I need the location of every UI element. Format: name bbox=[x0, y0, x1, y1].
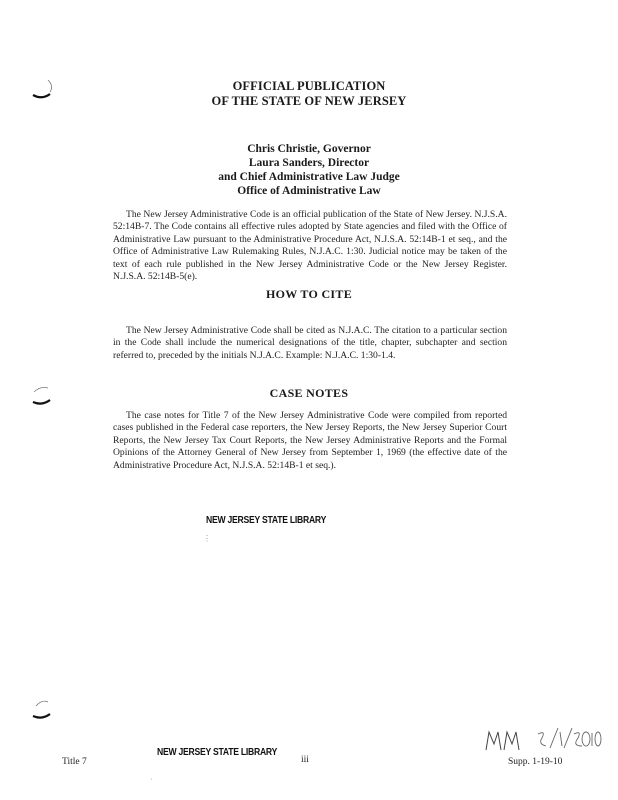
footer-supplement: Supp. 1-19-10 bbox=[508, 757, 563, 767]
publication-title-line-2: OF THE STATE OF NEW JERSEY bbox=[211, 94, 407, 108]
scan-speck: ⋮ bbox=[203, 534, 211, 543]
punch-hole-mark-bottom bbox=[30, 698, 56, 720]
how-to-cite-heading: HOW TO CITE bbox=[266, 287, 352, 301]
governor-line: Chris Christie, Governor bbox=[247, 143, 371, 155]
how-to-cite-text: The New Jersey Administrative Code shall be cited as N.J.A.C. The citation to a particular section in the Code shall include the numerical designations of the title, chapter, subchapter and section referred to, preceded by the initials N.J.A.C. Example: N.J.A.C. 1:30-1.4. bbox=[113, 325, 507, 361]
intro-paragraph: The New Jersey Administrative Code is an official publication of the State of New Jersey. N.J.S.A. 52:14B-7. The Code contains all effective rules adopted by State agencies and filed with the Office of Administrative Law pursuant to the Administrative Procedure Act, N.J.S.A. 52:14B-1 et seq., and the Office of Administrative Law Rulemaking Rules, N.J.A.C. 1:30. Judicial notice may be taken of the text of each rule published in the New Jersey Administrative Code or the New Jersey Register. N.J.S.A. 52:14B-5(e). bbox=[113, 209, 507, 283]
scan-speck-footer: · bbox=[150, 775, 153, 784]
footer-page-number: iii bbox=[301, 755, 309, 765]
handwriting-drawing bbox=[482, 724, 602, 758]
case-notes-text: The case notes for Title 7 of the New Jersey Administrative Code were compiled from reported cases published in the Federal case reporters, the New Jersey Reports, the New Jersey Superior Court Reports, the New Jersey Tax Court Reports, the New Jersey Administrative Reports and the Formal Opinions of the Attorney General of New Jersey from September 1, 1969 (the effective date of the Administrative Procedure Act, N.J.S.A. 52:14B-1 et seq.). bbox=[113, 410, 507, 471]
library-stamp-footer: NEW JERSEY STATE LIBRARY bbox=[157, 746, 278, 758]
office-line: Office of Administrative Law bbox=[237, 185, 381, 197]
publication-title-line-1: OFFICIAL PUBLICATION bbox=[232, 79, 386, 93]
director-line: Laura Sanders, Director bbox=[248, 157, 370, 169]
footer-title: Title 7 bbox=[62, 757, 87, 767]
case-notes-heading: CASE NOTES bbox=[269, 386, 349, 400]
judge-line: and Chief Administrative Law Judge bbox=[218, 171, 400, 183]
library-stamp-middle: NEW JERSEY STATE LIBRARY bbox=[206, 514, 327, 526]
